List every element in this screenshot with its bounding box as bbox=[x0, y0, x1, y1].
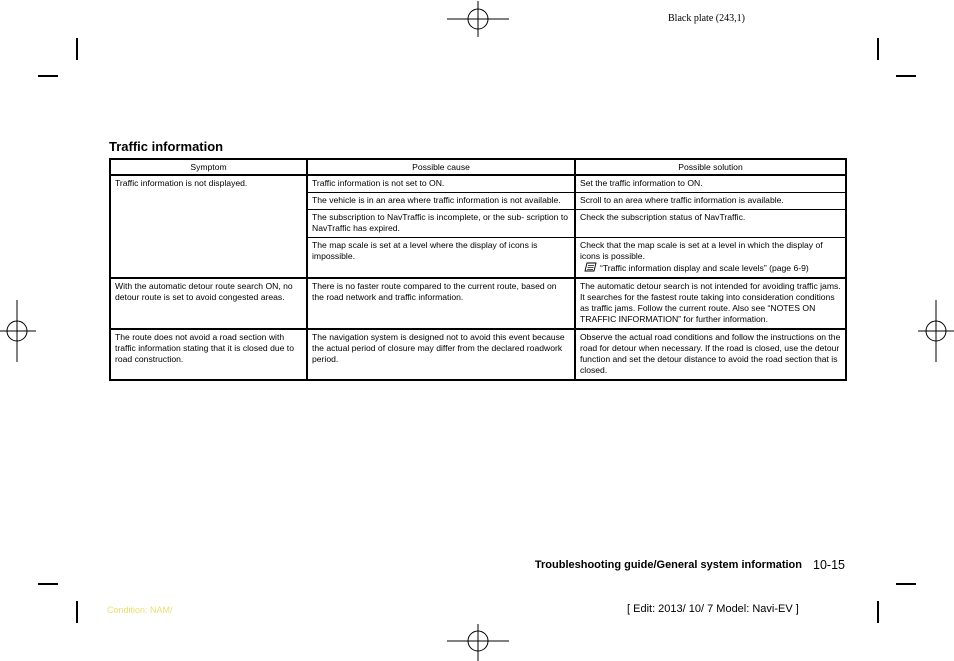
solution-cell: Observe the actual road conditions and follow the instructions on the road for detour when necessary. If the road is closed, use the detour function and set the detour distance to avoid the road section that is closed. bbox=[575, 329, 846, 380]
page-number: 10-15 bbox=[813, 558, 845, 572]
edit-info: [ Edit: 2013/ 10/ 7 Model: Navi-EV ] bbox=[627, 603, 799, 615]
reference-book-icon bbox=[584, 262, 597, 272]
registration-mark-icon bbox=[447, 1, 509, 37]
condition-label: Condition: NAM/ bbox=[107, 605, 173, 615]
registration-mark-icon bbox=[447, 624, 509, 661]
cause-cell: The vehicle is in an area where traffic information is not available. bbox=[307, 193, 575, 210]
solution-cell: Check the subscription status of NavTraffic. bbox=[575, 210, 846, 238]
crop-mark bbox=[896, 75, 916, 77]
crop-mark bbox=[877, 601, 879, 623]
page-reference-text: “Traffic information display and scale levels” (page 6-9) bbox=[600, 263, 809, 273]
crop-mark bbox=[76, 38, 78, 60]
cause-cell: Traffic information is not set to ON. bbox=[307, 175, 575, 193]
crop-mark bbox=[38, 75, 58, 77]
page-reference bbox=[580, 262, 841, 274]
solution-cell: Set the traffic information to ON. bbox=[575, 175, 846, 193]
column-header-possible-solution: Possible solution bbox=[575, 159, 846, 175]
solution-text: Check that the map scale is set at a level in which the display of icons is possible. bbox=[580, 240, 823, 261]
footer-section-title: Troubleshooting guide/General system information bbox=[534, 559, 802, 571]
column-header-possible-cause: Possible cause bbox=[307, 159, 575, 175]
cause-cell: The map scale is set at a level where the display of icons is impossible. bbox=[307, 238, 575, 279]
traffic-information-table bbox=[109, 158, 847, 381]
registration-mark-icon bbox=[0, 300, 36, 362]
crop-mark bbox=[896, 583, 916, 585]
solution-cell: The automatic detour search is not intended for avoiding traffic jams. It searches for the fastest route taking into consideration conditions as traffic jams. Follow the current route. Also see “NOTES ON TRAFFIC INFORMATION” for further information. bbox=[575, 278, 846, 329]
symptom-cell: The route does not avoid a road section with traffic information stating that it is closed due to road construction. bbox=[110, 329, 307, 380]
table-row bbox=[110, 278, 846, 329]
cause-cell: The navigation system is designed not to avoid this event because the actual period of closure may differ from the declared roadwork period. bbox=[307, 329, 575, 380]
symptom-cell: With the automatic detour route search ON, no detour route is set to avoid congested areas. bbox=[110, 278, 307, 329]
plate-label: Black plate (243,1) bbox=[668, 13, 745, 24]
section-title: Traffic information bbox=[109, 139, 224, 154]
symptom-cell: Traffic information is not displayed. bbox=[110, 175, 307, 278]
crop-mark bbox=[76, 601, 78, 623]
registration-mark-icon bbox=[918, 300, 954, 362]
crop-mark bbox=[38, 583, 58, 585]
table-row bbox=[110, 329, 846, 380]
solution-cell: Scroll to an area where traffic information is available. bbox=[575, 193, 846, 210]
column-header-symptom: Symptom bbox=[110, 159, 307, 175]
crop-mark bbox=[877, 38, 879, 60]
cause-cell: There is no faster route compared to the current route, based on the road network and traffic information. bbox=[307, 278, 575, 329]
table-header-row bbox=[110, 159, 846, 175]
table-row bbox=[110, 175, 846, 193]
cause-cell: The subscription to NavTraffic is incomplete, or the sub- scription to NavTraffic has expired. bbox=[307, 210, 575, 238]
solution-cell bbox=[575, 238, 846, 279]
